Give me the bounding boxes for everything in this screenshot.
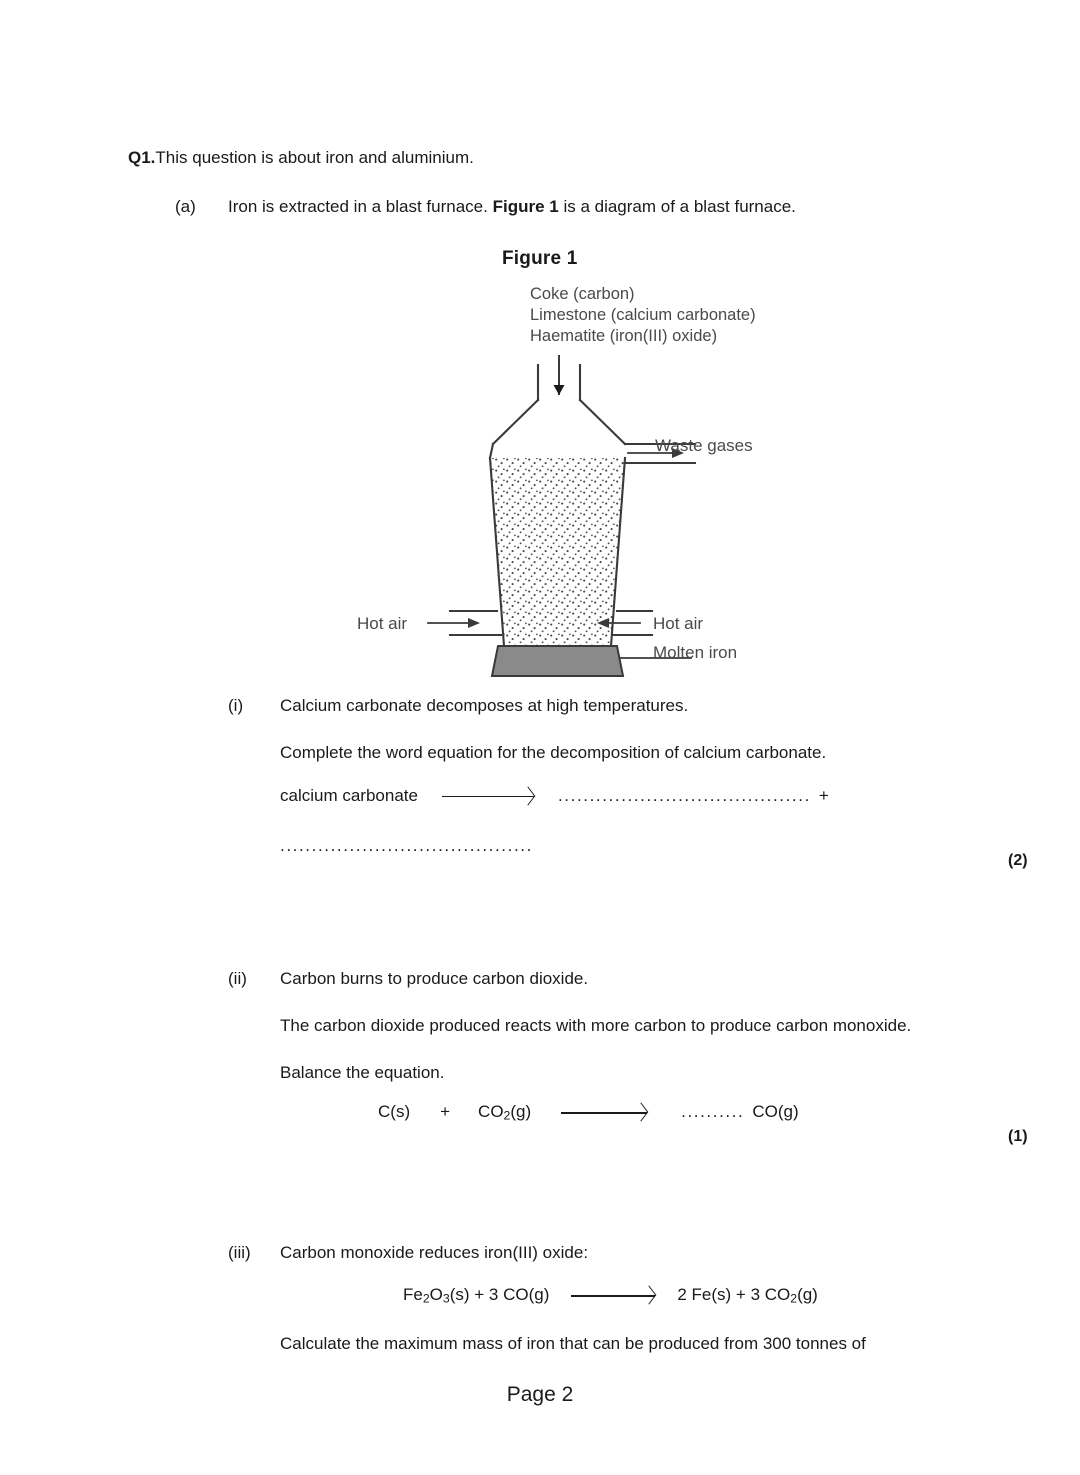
sub-part-i-label: (i) [228, 696, 244, 715]
label-waste-gases: Waste gases [655, 436, 753, 455]
sub-part-iii [228, 1241, 588, 1265]
answer-blank-product-2[interactable]: ........................................ [280, 836, 533, 855]
balance-equation-row [378, 1102, 799, 1123]
sub-part-i [228, 694, 826, 765]
word-equation-row [280, 786, 829, 806]
sub-part-iii-line2: Calculate the maximum mass of iron that can be produced from 300 tonnes of [280, 1334, 866, 1353]
word-equation-reactant: calcium carbonate [280, 786, 418, 805]
figure-1 [340, 248, 820, 678]
sub-part-ii-label: (ii) [228, 969, 247, 988]
page-footer: Page 2 [506, 1383, 574, 1406]
sub-part-i-line2: Complete the word equation for the decomposition of calcium carbonate. [280, 743, 827, 762]
charge-item-coke: Coke (carbon) [530, 285, 635, 303]
charge-item-limestone: Limestone (calcium carbonate) [530, 306, 756, 324]
part-a-text-after: is a diagram of a blast furnace. [558, 197, 796, 216]
label-molten-iron: Molten iron [653, 643, 738, 662]
question-stem: This question is about iron and aluminium. [155, 148, 474, 167]
reaction-arrow-icon [571, 1288, 655, 1302]
redox-equation-row [403, 1285, 818, 1306]
balance-reactant-2: $CO_2(g)$ [478, 1102, 532, 1123]
label-hot-air-left: Hot air [357, 614, 408, 633]
sub-part-ii-line2: The carbon dioxide produced reacts with more carbon to produce carbon monoxide. [280, 1016, 912, 1035]
balance-reactant-1: C(s) [378, 1102, 411, 1122]
part-a-label: (a) [175, 197, 196, 216]
reaction-arrow-icon [442, 789, 534, 803]
figure-reference: Figure 1 [492, 197, 559, 216]
answer-blank-coefficient[interactable]: .......... [681, 1102, 745, 1122]
sub-part-ii-line1: Carbon burns to produce carbon dioxide. [280, 969, 589, 988]
part-a-line [175, 195, 796, 219]
molten-iron-layer [492, 646, 623, 676]
marks-part-i: (2) [1008, 852, 1028, 869]
sub-part-ii-line3: Balance the equation. [280, 1063, 445, 1082]
word-equation-plus: + [818, 786, 829, 805]
question-number: Q1. [128, 148, 156, 167]
part-a-text-before: Iron is extracted in a blast furnace. [228, 197, 493, 216]
balance-plus: + [440, 1102, 451, 1122]
sub-part-iii-line1: Carbon monoxide reduces iron(III) oxide: [280, 1243, 589, 1262]
furnace-charge-column [490, 458, 625, 646]
blast-furnace-diagram [340, 248, 820, 678]
reaction-arrow-icon [561, 1105, 647, 1119]
sub-part-i-line1: Calcium carbonate decomposes at high temperatures. [280, 696, 689, 715]
redox-right-side: 2 Fe(s) + 3 $CO_2(g)$ [677, 1285, 818, 1306]
answer-blank-product[interactable]: ........................................ [557, 786, 811, 805]
sub-part-iii-label: (iii) [228, 1243, 251, 1262]
balance-product: CO(g) [752, 1102, 799, 1122]
sub-part-ii [228, 967, 911, 1085]
label-hot-air-right: Hot air [653, 614, 704, 633]
figure-title: Figure 1 [502, 248, 578, 269]
word-equation-second-row [280, 836, 533, 856]
redox-left-side: $Fe_2O_3(s) + 3$ CO(g) [403, 1285, 550, 1306]
charge-item-haematite: Haematite (iron(III) oxide) [530, 327, 718, 345]
marks-part-ii: (1) [1008, 1128, 1028, 1145]
question-heading [128, 146, 474, 170]
